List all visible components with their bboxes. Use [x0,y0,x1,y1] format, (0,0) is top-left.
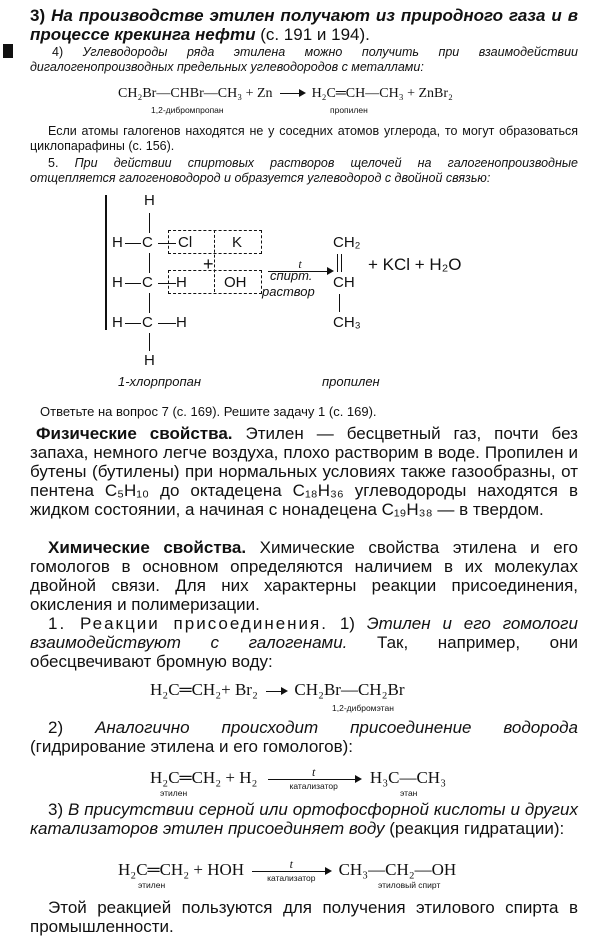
margin-line [105,195,107,330]
equation-dibromopropane: CH₂Br—CHBr—CH₃ + Zn H₂C═CH—CH₃ + ZnBr₂ [118,86,453,101]
dashed-box-top [168,230,262,254]
label-1-chloropropane: 1-хлорпропан [118,374,202,389]
margin-marker-icon [3,44,13,58]
label-ethyl-alcohol: этиловый спирт [378,880,441,890]
reaction-1: 1. Реакции присоединения. 1) Этилен и его гомологи взаимодействуют с галогенами. Так, например, они обесцвечивают бромную воду: [30,614,579,671]
equation-bromination: H₂C═CH₂+ Br₂ CH₂Br—CH₂Br [150,680,405,699]
reaction-arrow-icon: t [268,271,332,272]
equation-hydration: H₂C═CH₂ + HOH t катализатор CH₃—CH₂—OH [118,856,457,883]
final-paragraph: Этой реакцией пользуются для получения этилового спирта в промышленности. [30,898,578,936]
reaction-arrow-icon [280,93,304,94]
chemical-properties: Химические свойства. Химические свойства этилена и его гомологов в основном определяются наличием в их молекулах двойной связи. Для них характерны реакции присоединения, окисления и полимеризации. [30,538,578,614]
dashed-box-bottom [168,270,262,294]
label-ethane: этан [400,788,418,798]
reaction-3: 3) В присутствии серной или ортофосфорной кислоты и других катализаторов этилен присоединяет воду (реакция гидратации): [30,800,578,838]
paragraph-4-note: Если атомы галогенов находятся не у соседних атомов углерода, то могут образоваться циклопарафины (с. 156). [30,124,578,153]
textbook-page: 3) На производстве этилен получают из природного газа и в процессе крекинга нефти (с. 191 и 194). 4) Углеводороды ряда этилена можно получить при взаимодействии дигалогенопроизводных предельных углеводородов с металлами: CH₂Br—CHBr—CH₃ + Zn H₂C═CH—CH₃ + ZnBr₂ 1,2-дибромпропан пропилен Если атомы галогенов находятся не у соседних атомов углерода, то могут образоваться циклопарафины (с. 156). 5. При действии спиртовых растворов щелочей на галогенопроизводные отщепляется галогеноводород и образуется углеводород с двойной связью: H H C Cl K H C H OH + H C H H t спирт. раствор CH₂ CH CH₃ + KCl + H₂O 1-хлорпропан пропилен Ответьте на вопрос 7 (с. 169). Решите задачу 1 (с. 169). Физические свойства. Этилен — бесцветный газ, почти без запаха, немного легче воздуха, плохо растворим в воде. Пропилен и бутены (бутилены) при нормальных условиях также газообразны, от пентена C₅H₁₀ до октадецена C₁₈H₃₆ углеводороды находятся в жидком состоянии, а начиная с нонадецена C₁₉H₃₈ — в твердом. Химические свойства. Химические свойства этилена и его гомологов в основном определяются наличием в их молекулах двойной связи. Для них характерны реакции присоединения, окисления и полимеризации. 1. Реакции присоединения. 1) Этилен и его гомологи взаимодействуют с галогенами. Так, например, они обесцвечивают бромную воду: H₂C═CH₂+ Br₂ CH₂Br—CH₂Br 1,2-дибромэтан 2) Аналогично происходит присоединение водорода (гидрирование этилена и его гомологов): H₂C═CH₂ + H₂ t катализатор H₃C—CH₃ этилен этан 3) В присутствии серной или ортофосфорной кислоты и других катализаторов этилен присоединяет воду (реакция гидратации): H₂C═CH₂ + HOH t катализатор CH₃—CH₂—OH этилен этиловый спирт Этой реакцией пользуются для получения этилового спирта в промышленности. [0,0,590,944]
paragraph-3: 3) На производстве этилен получают из природного газа и в процессе крекинга нефти (с. 191 и 194). [30,6,578,44]
reaction-2: 2) Аналогично происходит присоединение водорода (гидрирование этилена и его гомологов): [30,718,578,756]
label-propylene-diagram: пропилен [322,374,380,389]
reaction-arrow-icon [266,691,286,692]
label-dibromoethane: 1,2-дибромэтан [332,703,394,713]
reaction-arrow-icon: t катализатор [252,871,330,872]
reaction-arrow-icon: t катализатор [268,779,360,780]
label-propylene: пропилен [330,105,368,115]
equation-hydrogenation: H₂C═CH₂ + H₂ t катализатор H₃C—CH₃ [150,764,447,791]
label-ethylene-2: этилен [138,880,166,890]
paragraph-5: 5. При действии спиртовых растворов щелочей на галогенопроизводные отщепляется галогеноводород и образуется углеводород с двойной связью: [30,156,578,185]
answer-line: Ответьте на вопрос 7 (с. 169). Решите задачу 1 (с. 169). [40,404,377,419]
label-dibromopropane: 1,2-дибромпропан [151,105,224,115]
label-ethylene-1: этилен [160,788,188,798]
paragraph-4: 4) Углеводороды ряда этилена можно получить при взаимодействии дигалогенопроизводных предельных углеводородов с металлами: [30,45,578,74]
physical-properties: Физические свойства. Этилен — бесцветный газ, почти без запаха, немного легче воздуха, плохо растворим в воде. Пропилен и бутены (бутилены) при нормальных условиях также газообразны, от пентена C₅H₁₀ до октадецена C₁₈H₃₆ углеводороды находятся в жидком состоянии, а начиная с нонадецена C₁₉H₃₈ — в твердом. [30,424,578,519]
